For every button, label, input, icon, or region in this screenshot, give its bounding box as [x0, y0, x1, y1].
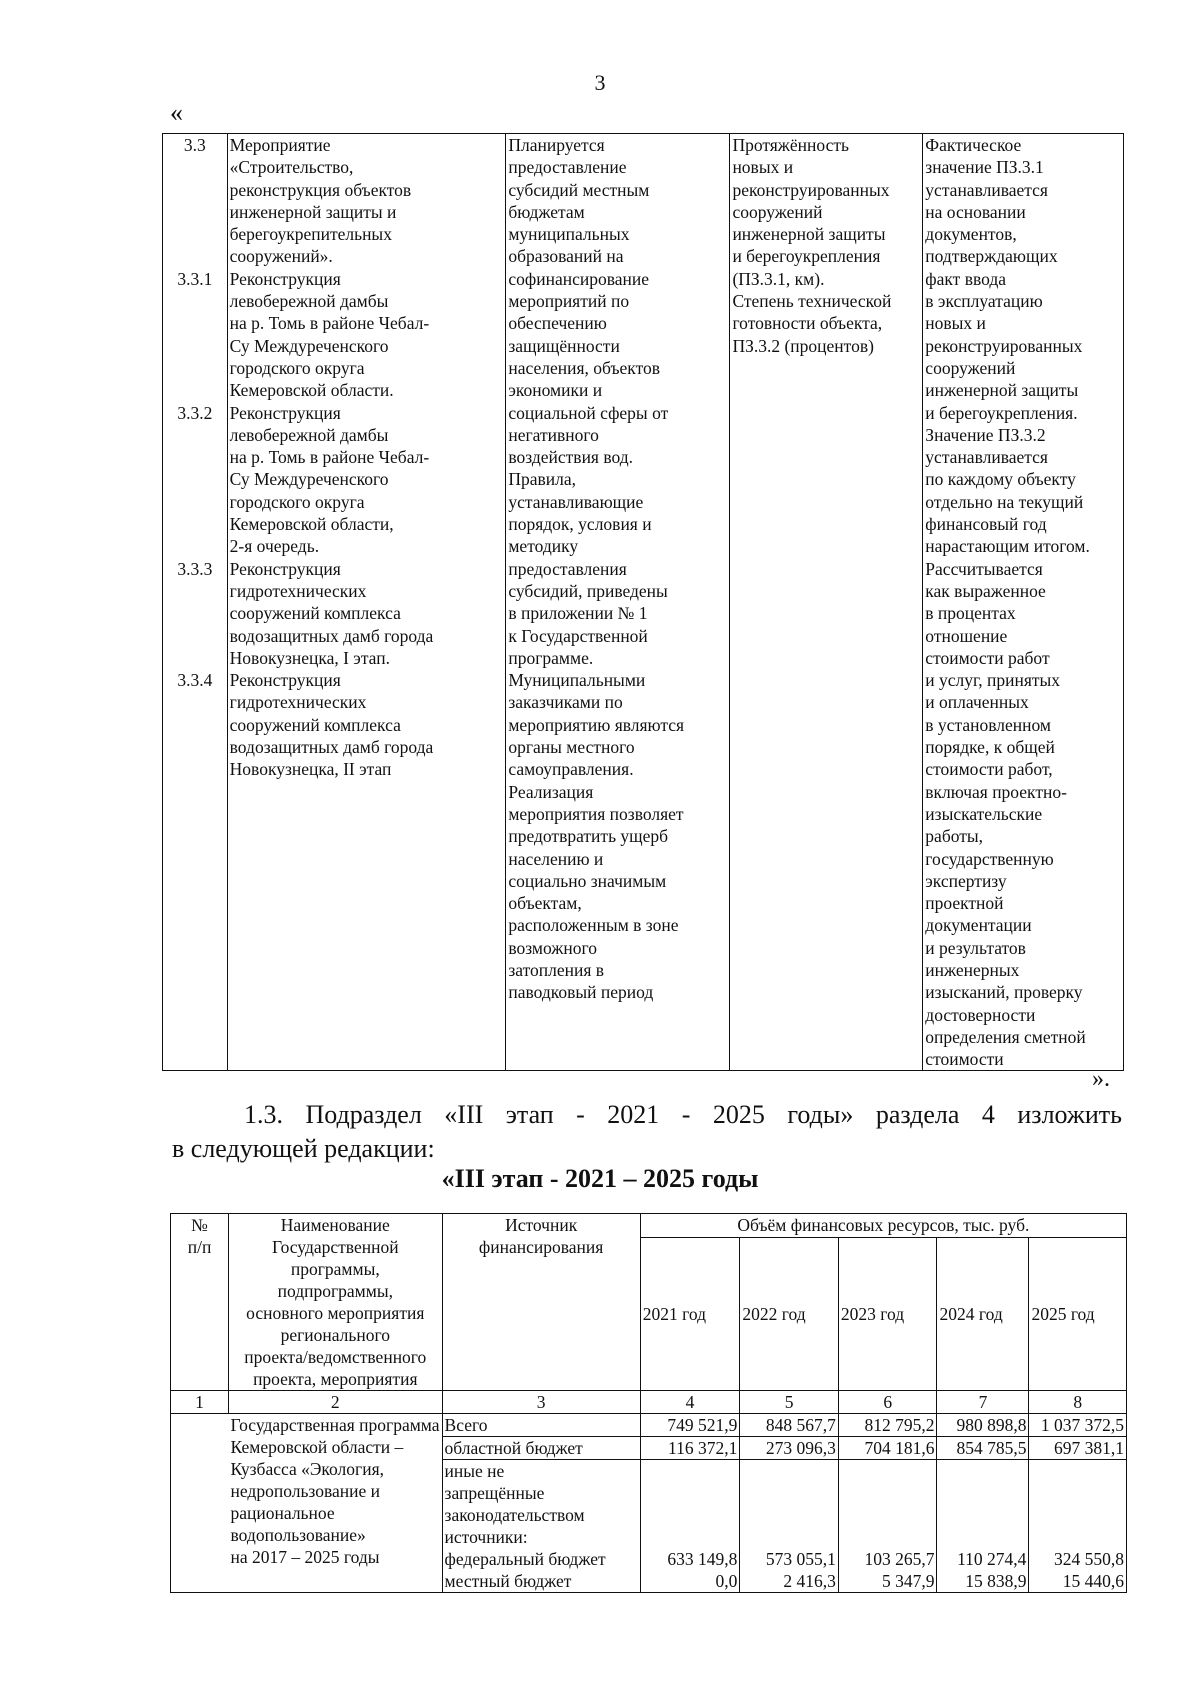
program-number [171, 1414, 229, 1593]
measures-table [162, 133, 1124, 1071]
calculation-line: отдельно на текущий [925, 491, 1084, 512]
measure-name-line: реконструкция объектов [229, 179, 412, 200]
calculation-line: реконструированных [925, 335, 1083, 356]
paragraph-line: 1.3. Подраздел «III этап - 2021 - 2025 годы» раздела 4 изложить [244, 1100, 1122, 1129]
calculation-line: сооружений [925, 357, 1016, 378]
measure-name-line: Новокузнецка, I этап. [229, 647, 390, 668]
source-cell [442, 1414, 640, 1437]
calculation-line: и услуг, принятых [925, 670, 1061, 691]
description-line: Реализация [508, 781, 594, 802]
measure-name-line: 2-я очередь. [229, 536, 320, 557]
measure-name-line: Реконструкция [229, 402, 341, 423]
program-name [229, 1414, 443, 1593]
measure-number [165, 312, 225, 334]
header-name [229, 1214, 443, 1391]
measure-number [165, 357, 225, 379]
measure-name-line: Новокузнецка, II этап [229, 759, 392, 780]
measure-number [165, 513, 225, 535]
program-name-line: недропользование и [230, 1481, 381, 1501]
measure-number [165, 379, 225, 401]
measure-name-line: сооружений комплекса [229, 714, 401, 735]
measure-name-line: гидротехнических [229, 580, 367, 601]
source-line: законодательством [444, 1505, 585, 1525]
calculation-line: Рассчитывается [925, 558, 1043, 579]
paragraph-line: в следующей редакции: [172, 1134, 435, 1163]
description-line: населения, объектов [508, 357, 661, 378]
measure-number [165, 602, 225, 624]
calculation-line: документации [925, 915, 1032, 936]
measure-name-line: берегоукрепительных [229, 224, 392, 245]
calculation-line: на основании [925, 201, 1026, 222]
indicator-line: сооружений [732, 201, 823, 222]
calculation-line: стоимости [925, 1049, 1004, 1070]
source-line: Всего [444, 1415, 488, 1435]
value-cell: 980 898,8 [937, 1414, 1029, 1437]
value-cell: 5 347,9 [838, 1570, 937, 1593]
value-cell: 704 181,6 [838, 1437, 937, 1460]
program-name-line: Государственная программа [230, 1415, 440, 1435]
source-cell [442, 1460, 640, 1571]
description-line: муниципальных [508, 224, 630, 245]
measure-name-line: «Строительство, [229, 157, 354, 178]
indicator-line: Степень технической [732, 291, 892, 312]
measure-name-line: инженерной защиты и [229, 201, 397, 222]
calculation-line: определения сметной [925, 1026, 1086, 1047]
calculation-line: документов, [925, 224, 1017, 245]
indicator-line: (ПЗ.3.1, км). [732, 268, 825, 289]
program-name-line: рациональное [230, 1503, 335, 1523]
header-name-line: основного мероприятия [246, 1303, 425, 1323]
description-line: населению и [508, 848, 604, 869]
calculation-line: экспертизу [925, 870, 1007, 891]
description-line: паводковый период [508, 982, 654, 1003]
measure-name-line: городского округа [229, 357, 365, 378]
description-line: к Государственной [508, 625, 648, 646]
closing-quote-mark: ». [1092, 1066, 1110, 1092]
value-cell: 2 416,3 [740, 1570, 839, 1593]
description-line: Муниципальными [508, 670, 646, 691]
calculation-line: и берегоукрепления. [925, 402, 1078, 423]
measure-name-line: Реконструкция [229, 670, 341, 691]
calculation-line: проектной [925, 893, 1004, 914]
description-line: Планируется [508, 135, 605, 155]
description-line: воздействия вод. [508, 447, 634, 468]
calculation-line: работы, [925, 826, 984, 847]
indicator-line: ПЗ.3.2 (процентов) [732, 335, 874, 356]
description-line: Правила, [508, 469, 577, 490]
header-volume: Объём финансовых ресурсов, тыс. руб. [640, 1214, 1126, 1238]
description-line: субсидий, приведены [508, 580, 668, 601]
measure-number [165, 245, 225, 267]
description-line: в приложении № 1 [508, 603, 648, 624]
header-name-line: проекта/ведомственного [244, 1347, 427, 1367]
measure-number [165, 156, 225, 178]
description-line: обеспечению [508, 313, 607, 334]
measure-name-line: Реконструкция [229, 268, 341, 289]
calculation-line: в установленном [925, 714, 1051, 735]
header-row [171, 1214, 1127, 1238]
column-number: 3 [442, 1391, 640, 1414]
description-line: программе. [508, 647, 594, 668]
measure-number [165, 223, 225, 245]
description-line: софинансирование [508, 268, 650, 289]
column-number: 4 [640, 1391, 740, 1414]
header-name-line: проекта, мероприятия [253, 1369, 418, 1389]
table-row [171, 1414, 1127, 1437]
calculation-line: подтверждающих [925, 246, 1058, 267]
description-line: негативного [508, 424, 599, 445]
measure-name-line: городского округа [229, 491, 365, 512]
source-line: источники: [444, 1527, 528, 1547]
value-cell: 697 381,1 [1029, 1437, 1127, 1460]
column-number: 2 [229, 1391, 443, 1414]
measure-number: 3.3 [183, 135, 206, 155]
header-year: 2025 год [1029, 1238, 1127, 1391]
measure-name-line: гидротехнических [229, 692, 367, 713]
measure-name-line: на р. Томь в районе Чебал- [229, 447, 430, 468]
indicator-line: реконструированных [732, 179, 890, 200]
value-cell: 573 055,1 [740, 1460, 839, 1571]
description-line: мероприятий по [508, 291, 630, 312]
description-line: объектам, [508, 893, 582, 914]
source-line: областной бюджет [444, 1438, 583, 1458]
calculation-line: включая проектно- [925, 781, 1067, 802]
description-line: методику [508, 536, 579, 557]
calculation-line: значение ПЗ.3.1 [925, 157, 1044, 178]
measure-number: 3.3.4 [177, 670, 213, 691]
measure-name-line: левобережной дамбы [229, 291, 389, 312]
description-line: предоставления [508, 558, 627, 579]
description-line: органы местного [508, 737, 635, 758]
measure-calculation-cell [923, 134, 1124, 1071]
calculation-line: стоимости работ [925, 647, 1050, 668]
description-line: возможного [508, 937, 598, 958]
description-line: социальной сферы от [508, 402, 669, 423]
measure-number [165, 179, 225, 201]
section-heading: «III этап - 2021 – 2025 годы [441, 1164, 759, 1193]
calculation-line: стоимости работ, [925, 759, 1053, 780]
value-cell: 1 037 372,5 [1029, 1414, 1127, 1437]
measure-number [165, 290, 225, 312]
calculation-line: в процентах [925, 603, 1016, 624]
measure-number: 3.3.2 [177, 402, 213, 423]
header-source [442, 1214, 640, 1391]
calculation-line: изысканий, проверку [925, 982, 1083, 1003]
measure-number [165, 647, 225, 669]
calculation-line: финансовый год [925, 514, 1047, 535]
description-line: образований на [508, 246, 624, 267]
measure-number [165, 424, 225, 446]
value-cell: 0,0 [640, 1570, 740, 1593]
page-number: 3 [594, 70, 606, 95]
measure-name-line: сооружений». [229, 246, 333, 267]
header-name-line: подпрограммы, [277, 1281, 393, 1301]
measure-number [165, 201, 225, 223]
calculation-line: Значение ПЗ.3.2 [925, 424, 1046, 445]
header-year: 2022 год [740, 1238, 839, 1391]
column-number: 7 [937, 1391, 1029, 1414]
measure-number [165, 335, 225, 357]
source-line: федеральный бюджет [444, 1549, 606, 1569]
source-line: местный бюджет [444, 1571, 572, 1591]
value-cell: 116 372,1 [640, 1437, 740, 1460]
opening-quote-mark: « [170, 98, 183, 127]
description-line: мероприятия позволяет [508, 803, 684, 824]
header-year: 2023 год [838, 1238, 937, 1391]
measure-number [165, 491, 225, 513]
calculation-line: изыскательские [925, 803, 1043, 824]
indicator-line: и берегоукрепления [732, 246, 881, 267]
header-number-line: № [191, 1215, 208, 1235]
column-number: 8 [1029, 1391, 1127, 1414]
measure-description-cell [506, 134, 730, 1071]
header-number-line: п/п [187, 1237, 212, 1257]
source-cell [442, 1570, 640, 1593]
calculation-line: инженерных [925, 959, 1020, 980]
header-source-line: финансирования [478, 1237, 604, 1257]
column-number: 5 [740, 1391, 839, 1414]
measure-name-line: Мероприятие [229, 135, 331, 155]
calculation-line: инженерной защиты [925, 380, 1079, 401]
header-number [171, 1214, 229, 1391]
measure-name-line: водозащитных дамб города [229, 625, 434, 646]
description-line: предоставление [508, 157, 627, 178]
value-cell: 324 550,8 [1029, 1460, 1127, 1571]
indicator-line: инженерной защиты [732, 224, 886, 245]
calculation-line: устанавливается [925, 179, 1048, 200]
header-year: 2021 год [640, 1238, 740, 1391]
calculation-line: по каждому объекту [925, 469, 1076, 490]
description-line: социально значимым [508, 870, 667, 891]
calculation-line: в эксплуатацию [925, 291, 1043, 312]
measure-name-line: на р. Томь в районе Чебал- [229, 313, 430, 334]
source-cell [442, 1437, 640, 1460]
description-line: порядок, условия и [508, 514, 652, 535]
calculation-line: как выраженное [925, 580, 1046, 601]
description-line: предотвратить ущерб [508, 826, 669, 847]
value-cell: 812 795,2 [838, 1414, 937, 1437]
value-cell: 103 265,7 [838, 1460, 937, 1571]
indicator-line: новых и [732, 157, 794, 178]
value-cell: 749 521,9 [640, 1414, 740, 1437]
amendment-paragraph [172, 1098, 1122, 1166]
description-line: экономики и [508, 380, 603, 401]
measure-number [165, 580, 225, 602]
calculation-line: и результатов [925, 937, 1026, 958]
value-cell: 15 838,9 [937, 1570, 1029, 1593]
indicator-line: готовности объекта, [732, 313, 883, 334]
measure-name-line: водозащитных дамб города [229, 737, 434, 758]
value-cell: 854 785,5 [937, 1437, 1029, 1460]
description-line: защищённости [508, 335, 620, 356]
measure-name-line: Кемеровской области, [229, 514, 394, 535]
measure-name-line: Реконструкция [229, 558, 341, 579]
calculation-line: и оплаченных [925, 692, 1029, 713]
measure-number: 3.3.3 [177, 558, 213, 579]
program-name-line: водопользование» [230, 1525, 366, 1545]
description-line: заказчиками по [508, 692, 623, 713]
header-year: 2024 год [937, 1238, 1029, 1391]
value-cell: 633 149,8 [640, 1460, 740, 1571]
source-line: иные не [444, 1461, 505, 1481]
description-line: расположенным в зоне [508, 915, 679, 936]
measure-number [165, 535, 225, 557]
calculation-line: достоверности [925, 1004, 1036, 1025]
measure-name-line: левобережной дамбы [229, 424, 389, 445]
measure-number: 3.3.1 [177, 268, 213, 289]
source-line: запрещённые [444, 1483, 545, 1503]
header-source-line: Источник [505, 1215, 578, 1235]
header-name-line: регионального [280, 1325, 390, 1345]
description-line: затопления в [508, 959, 605, 980]
program-name-line: на 2017 – 2025 годы [230, 1547, 380, 1567]
measure-numbers-cell [163, 134, 228, 1071]
table-row [163, 134, 1124, 1071]
calculation-line: порядке, к общей [925, 737, 1055, 758]
header-name-line: программы, [290, 1259, 380, 1279]
measure-number [165, 446, 225, 468]
description-line: самоуправления. [508, 759, 634, 780]
program-name-line: Кемеровской области – [230, 1437, 404, 1457]
program-name-line: Кузбасса «Экология, [230, 1459, 384, 1479]
measure-indicators-cell [730, 134, 923, 1071]
calculation-line: государственную [925, 848, 1054, 869]
measure-names-cell [227, 134, 506, 1071]
calculation-line: новых и [925, 313, 986, 334]
measure-name-line: Су Междуреченского [229, 469, 389, 490]
measure-number [165, 625, 225, 647]
column-number: 1 [171, 1391, 229, 1414]
measure-name-line: Кемеровской области. [229, 380, 394, 401]
column-number-row [171, 1391, 1127, 1414]
financing-table [170, 1213, 1127, 1593]
value-cell: 273 096,3 [740, 1437, 839, 1460]
header-name-line: Государственной [272, 1237, 399, 1257]
description-line: бюджетам [508, 201, 585, 222]
description-line: мероприятию являются [508, 714, 685, 735]
column-number: 6 [838, 1391, 937, 1414]
description-line: субсидий местным [508, 179, 650, 200]
calculation-line: нарастающим итогом. [925, 536, 1090, 557]
indicator-line: Протяжённость [732, 135, 849, 155]
measure-number [165, 468, 225, 490]
value-cell: 110 274,4 [937, 1460, 1029, 1571]
measure-name-line: сооружений комплекса [229, 603, 401, 624]
calculation-line: отношение [925, 625, 1008, 646]
calculation-line: устанавливается [925, 447, 1048, 468]
header-name-line: Наименование [280, 1215, 390, 1235]
calculation-line: факт ввода [925, 268, 1007, 289]
description-line: устанавливающие [508, 491, 644, 512]
value-cell: 15 440,6 [1029, 1570, 1127, 1593]
measure-name-line: Су Междуреченского [229, 335, 389, 356]
calculation-line: Фактическое [925, 135, 1022, 155]
value-cell: 848 567,7 [740, 1414, 839, 1437]
